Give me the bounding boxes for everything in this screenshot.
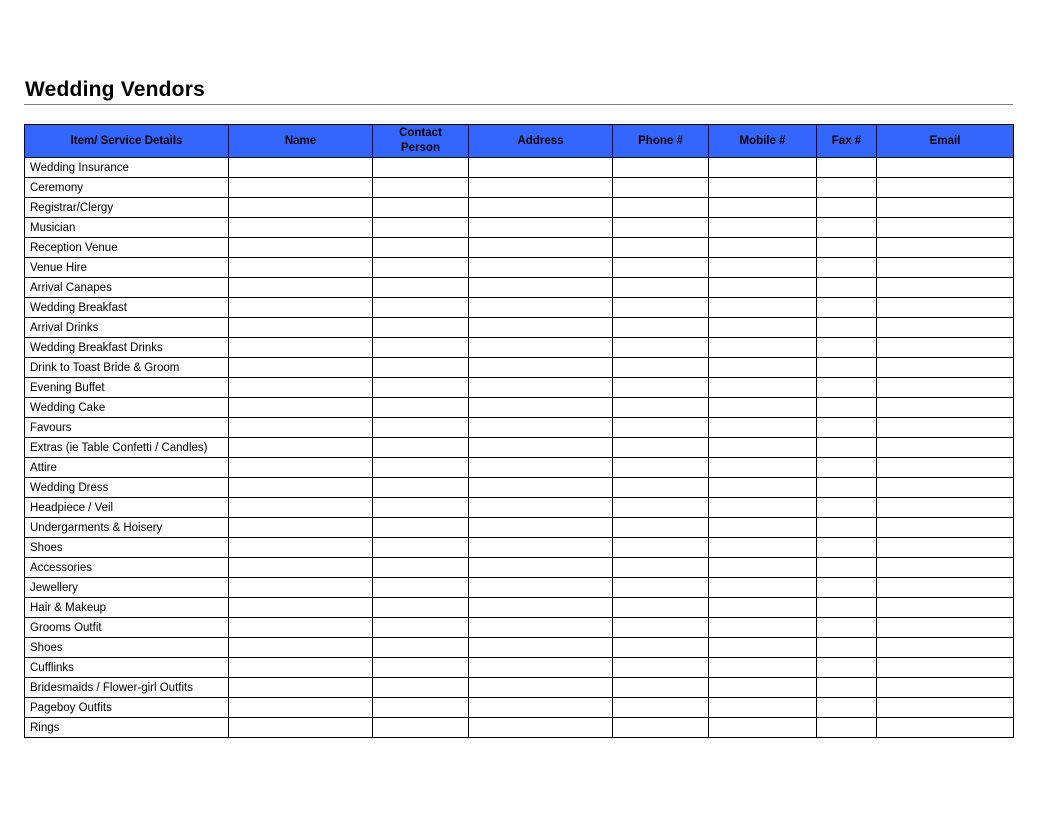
column-header-phone: Phone # [613,125,709,158]
name-cell[interactable] [229,598,373,618]
contact-person-cell[interactable] [373,538,469,558]
mobile-cell[interactable] [709,478,817,498]
mobile-cell[interactable] [709,638,817,658]
email-cell[interactable] [877,418,1014,438]
contact-person-cell[interactable] [373,438,469,458]
address-cell[interactable] [469,278,613,298]
name-cell[interactable] [229,258,373,278]
contact-person-cell[interactable] [373,158,469,178]
item-service-cell: Ceremony [25,178,229,198]
address-cell[interactable] [469,218,613,238]
fax-cell[interactable] [817,558,877,578]
address-cell[interactable] [469,518,613,538]
table-row [25,718,1014,738]
name-cell[interactable] [229,478,373,498]
table-row [25,678,1014,698]
item-service-cell: Jewellery [25,578,229,598]
fax-cell[interactable] [817,478,877,498]
contact-person-cell[interactable] [373,678,469,698]
mobile-cell[interactable] [709,658,817,678]
fax-cell[interactable] [817,538,877,558]
contact-person-cell[interactable] [373,278,469,298]
email-cell[interactable] [877,218,1014,238]
fax-cell[interactable] [817,238,877,258]
email-cell[interactable] [877,538,1014,558]
email-cell[interactable] [877,158,1014,178]
name-cell[interactable] [229,298,373,318]
mobile-cell[interactable] [709,278,817,298]
table-header-row [25,125,1014,158]
phone-cell[interactable] [613,318,709,338]
phone-cell[interactable] [613,698,709,718]
item-service-cell: Evening Buffet [25,378,229,398]
contact-person-cell[interactable] [373,718,469,738]
column-header-contact-person [373,125,469,158]
fax-cell[interactable] [817,698,877,718]
name-cell[interactable] [229,378,373,398]
address-cell[interactable] [469,678,613,698]
mobile-cell[interactable] [709,318,817,338]
phone-cell[interactable] [613,478,709,498]
email-cell[interactable] [877,438,1014,458]
table-row [25,398,1014,418]
address-cell[interactable] [469,358,613,378]
name-cell[interactable] [229,418,373,438]
address-cell[interactable] [469,478,613,498]
table-row [25,218,1014,238]
contact-person-cell[interactable] [373,518,469,538]
item-service-cell: Arrival Canapes [25,278,229,298]
item-service-cell: Bridesmaids / Flower-girl Outfits [25,678,229,698]
fax-cell[interactable] [817,218,877,238]
item-service-cell: Cufflinks [25,658,229,678]
name-cell[interactable] [229,498,373,518]
item-service-cell: Pageboy Outfits [25,698,229,718]
email-cell[interactable] [877,318,1014,338]
phone-cell[interactable] [613,378,709,398]
mobile-cell[interactable] [709,198,817,218]
name-cell[interactable] [229,678,373,698]
phone-cell[interactable] [613,218,709,238]
address-cell[interactable] [469,438,613,458]
email-cell[interactable] [877,598,1014,618]
address-cell[interactable] [469,498,613,518]
name-cell[interactable] [229,578,373,598]
table-row [25,458,1014,478]
address-cell[interactable] [469,658,613,678]
mobile-cell[interactable] [709,498,817,518]
address-cell[interactable] [469,318,613,338]
phone-cell[interactable] [613,498,709,518]
item-service-cell: Rings [25,718,229,738]
phone-cell[interactable] [613,458,709,478]
phone-cell[interactable] [613,658,709,678]
mobile-cell[interactable] [709,418,817,438]
phone-cell[interactable] [613,678,709,698]
table-row [25,638,1014,658]
email-cell[interactable] [877,198,1014,218]
name-cell[interactable] [229,538,373,558]
phone-cell[interactable] [613,358,709,378]
mobile-cell[interactable] [709,298,817,318]
fax-cell[interactable] [817,298,877,318]
address-cell[interactable] [469,598,613,618]
table-row [25,558,1014,578]
address-cell[interactable] [469,198,613,218]
mobile-cell[interactable] [709,338,817,358]
phone-cell[interactable] [613,558,709,578]
item-service-cell: Wedding Breakfast [25,298,229,318]
phone-cell[interactable] [613,718,709,738]
email-cell[interactable] [877,358,1014,378]
address-cell[interactable] [469,578,613,598]
contact-person-cell[interactable] [373,298,469,318]
phone-cell[interactable] [613,158,709,178]
name-cell[interactable] [229,658,373,678]
phone-cell[interactable] [613,518,709,538]
fax-cell[interactable] [817,498,877,518]
name-cell[interactable] [229,458,373,478]
address-cell[interactable] [469,398,613,418]
item-service-cell: Musician [25,218,229,238]
email-cell[interactable] [877,398,1014,418]
fax-cell[interactable] [817,638,877,658]
phone-cell[interactable] [613,198,709,218]
mobile-cell[interactable] [709,458,817,478]
item-service-cell: Reception Venue [25,238,229,258]
table-row [25,258,1014,278]
vendors-table [24,124,1014,738]
phone-cell[interactable] [613,538,709,558]
mobile-cell[interactable] [709,618,817,638]
name-cell[interactable] [229,398,373,418]
phone-cell[interactable] [613,418,709,438]
address-cell[interactable] [469,618,613,638]
phone-cell[interactable] [613,638,709,658]
item-service-cell: Wedding Dress [25,478,229,498]
item-service-cell: Wedding Cake [25,398,229,418]
address-cell[interactable] [469,458,613,478]
fax-cell[interactable] [817,338,877,358]
column-header-fax: Fax # [817,125,877,158]
name-cell[interactable] [229,698,373,718]
table-row [25,618,1014,638]
mobile-cell[interactable] [709,158,817,178]
name-cell[interactable] [229,618,373,638]
name-cell[interactable] [229,338,373,358]
contact-person-cell[interactable] [373,318,469,338]
mobile-cell[interactable] [709,438,817,458]
address-cell[interactable] [469,378,613,398]
phone-cell[interactable] [613,398,709,418]
fax-cell[interactable] [817,378,877,398]
contact-person-cell[interactable] [373,698,469,718]
name-cell[interactable] [229,718,373,738]
contact-person-cell[interactable] [373,358,469,378]
mobile-cell[interactable] [709,678,817,698]
column-header-contact-person-label: Contact Person [399,127,442,154]
column-header-name: Name [229,125,373,158]
fax-cell[interactable] [817,278,877,298]
email-cell[interactable] [877,458,1014,478]
name-cell[interactable] [229,318,373,338]
table-row [25,658,1014,678]
name-cell[interactable] [229,198,373,218]
table-row [25,438,1014,458]
contact-person-cell[interactable] [373,258,469,278]
email-cell[interactable] [877,658,1014,678]
fax-cell[interactable] [817,158,877,178]
mobile-cell[interactable] [709,258,817,278]
address-cell[interactable] [469,178,613,198]
address-cell[interactable] [469,298,613,318]
contact-person-cell[interactable] [373,218,469,238]
item-service-cell: Wedding Insurance [25,158,229,178]
name-cell[interactable] [229,558,373,578]
fax-cell[interactable] [817,318,877,338]
contact-person-cell[interactable] [373,658,469,678]
fax-cell[interactable] [817,618,877,638]
phone-cell[interactable] [613,258,709,278]
email-cell[interactable] [877,238,1014,258]
item-service-cell: Wedding Breakfast Drinks [25,338,229,358]
table-row [25,598,1014,618]
email-cell[interactable] [877,578,1014,598]
column-header-email: Email [877,125,1014,158]
fax-cell[interactable] [817,198,877,218]
fax-cell[interactable] [817,178,877,198]
table-row [25,178,1014,198]
fax-cell[interactable] [817,258,877,278]
contact-person-cell[interactable] [373,498,469,518]
email-cell[interactable] [877,298,1014,318]
email-cell[interactable] [877,718,1014,738]
table-row [25,198,1014,218]
fax-cell[interactable] [817,658,877,678]
address-cell[interactable] [469,158,613,178]
contact-person-cell[interactable] [373,478,469,498]
table-row [25,518,1014,538]
item-service-cell: Accessories [25,558,229,578]
column-header-address: Address [469,125,613,158]
contact-person-cell[interactable] [373,618,469,638]
email-cell[interactable] [877,278,1014,298]
address-cell[interactable] [469,698,613,718]
item-service-cell: Undergarments & Hoisery [25,518,229,538]
table-row [25,278,1014,298]
name-cell[interactable] [229,178,373,198]
phone-cell[interactable] [613,278,709,298]
table-row [25,238,1014,258]
item-service-cell: Shoes [25,638,229,658]
fax-cell[interactable] [817,418,877,438]
fax-cell[interactable] [817,718,877,738]
contact-person-cell[interactable] [373,198,469,218]
item-service-cell: Registrar/Clergy [25,198,229,218]
address-cell[interactable] [469,418,613,438]
address-cell[interactable] [469,718,613,738]
mobile-cell[interactable] [709,558,817,578]
item-service-cell: Venue Hire [25,258,229,278]
item-service-cell: Shoes [25,538,229,558]
title-divider [24,104,1013,105]
mobile-cell[interactable] [709,218,817,238]
contact-person-cell[interactable] [373,338,469,358]
email-cell[interactable] [877,518,1014,538]
item-service-cell: Arrival Drinks [25,318,229,338]
phone-cell[interactable] [613,598,709,618]
table-row [25,418,1014,438]
mobile-cell[interactable] [709,358,817,378]
table-row [25,158,1014,178]
contact-person-cell[interactable] [373,458,469,478]
fax-cell[interactable] [817,518,877,538]
email-cell[interactable] [877,478,1014,498]
email-cell[interactable] [877,638,1014,658]
mobile-cell[interactable] [709,178,817,198]
item-service-cell: Drink to Toast Bride & Groom [25,358,229,378]
email-cell[interactable] [877,258,1014,278]
item-service-cell: Extras (ie Table Confetti / Candles) [25,438,229,458]
phone-cell[interactable] [613,338,709,358]
item-service-cell: Headpiece / Veil [25,498,229,518]
table-row [25,578,1014,598]
name-cell[interactable] [229,638,373,658]
address-cell[interactable] [469,558,613,578]
mobile-cell[interactable] [709,598,817,618]
table-row [25,498,1014,518]
email-cell[interactable] [877,338,1014,358]
name-cell[interactable] [229,518,373,538]
email-cell[interactable] [877,178,1014,198]
page-title: Wedding Vendors [25,78,205,101]
address-cell[interactable] [469,258,613,278]
contact-person-cell[interactable] [373,398,469,418]
table-row [25,318,1014,338]
contact-person-cell[interactable] [373,578,469,598]
table-row [25,338,1014,358]
fax-cell[interactable] [817,438,877,458]
name-cell[interactable] [229,218,373,238]
contact-person-cell[interactable] [373,178,469,198]
email-cell[interactable] [877,698,1014,718]
fax-cell[interactable] [817,358,877,378]
table-row [25,698,1014,718]
table-row [25,298,1014,318]
table-row [25,538,1014,558]
fax-cell[interactable] [817,678,877,698]
address-cell[interactable] [469,538,613,558]
address-cell[interactable] [469,338,613,358]
phone-cell[interactable] [613,618,709,638]
mobile-cell[interactable] [709,238,817,258]
table-row [25,378,1014,398]
mobile-cell[interactable] [709,378,817,398]
item-service-cell: Grooms Outfit [25,618,229,638]
contact-person-cell[interactable] [373,598,469,618]
table-row [25,478,1014,498]
item-service-cell: Favours [25,418,229,438]
phone-cell[interactable] [613,238,709,258]
name-cell[interactable] [229,358,373,378]
name-cell[interactable] [229,278,373,298]
fax-cell[interactable] [817,458,877,478]
phone-cell[interactable] [613,578,709,598]
name-cell[interactable] [229,238,373,258]
contact-person-cell[interactable] [373,418,469,438]
address-cell[interactable] [469,238,613,258]
column-header-mobile: Mobile # [709,125,817,158]
contact-person-cell[interactable] [373,238,469,258]
email-cell[interactable] [877,558,1014,578]
mobile-cell[interactable] [709,518,817,538]
mobile-cell[interactable] [709,538,817,558]
fax-cell[interactable] [817,598,877,618]
item-service-cell: Attire [25,458,229,478]
table-row [25,358,1014,378]
contact-person-cell[interactable] [373,378,469,398]
email-cell[interactable] [877,678,1014,698]
fax-cell[interactable] [817,578,877,598]
phone-cell[interactable] [613,438,709,458]
email-cell[interactable] [877,618,1014,638]
email-cell[interactable] [877,498,1014,518]
address-cell[interactable] [469,638,613,658]
mobile-cell[interactable] [709,698,817,718]
item-service-cell: Hair & Makeup [25,598,229,618]
phone-cell[interactable] [613,178,709,198]
mobile-cell[interactable] [709,718,817,738]
fax-cell[interactable] [817,398,877,418]
column-header-item: Item/ Service Details [25,125,229,158]
mobile-cell[interactable] [709,578,817,598]
mobile-cell[interactable] [709,398,817,418]
contact-person-cell[interactable] [373,558,469,578]
phone-cell[interactable] [613,298,709,318]
name-cell[interactable] [229,438,373,458]
contact-person-cell[interactable] [373,638,469,658]
name-cell[interactable] [229,158,373,178]
table-body [25,158,1014,738]
email-cell[interactable] [877,378,1014,398]
